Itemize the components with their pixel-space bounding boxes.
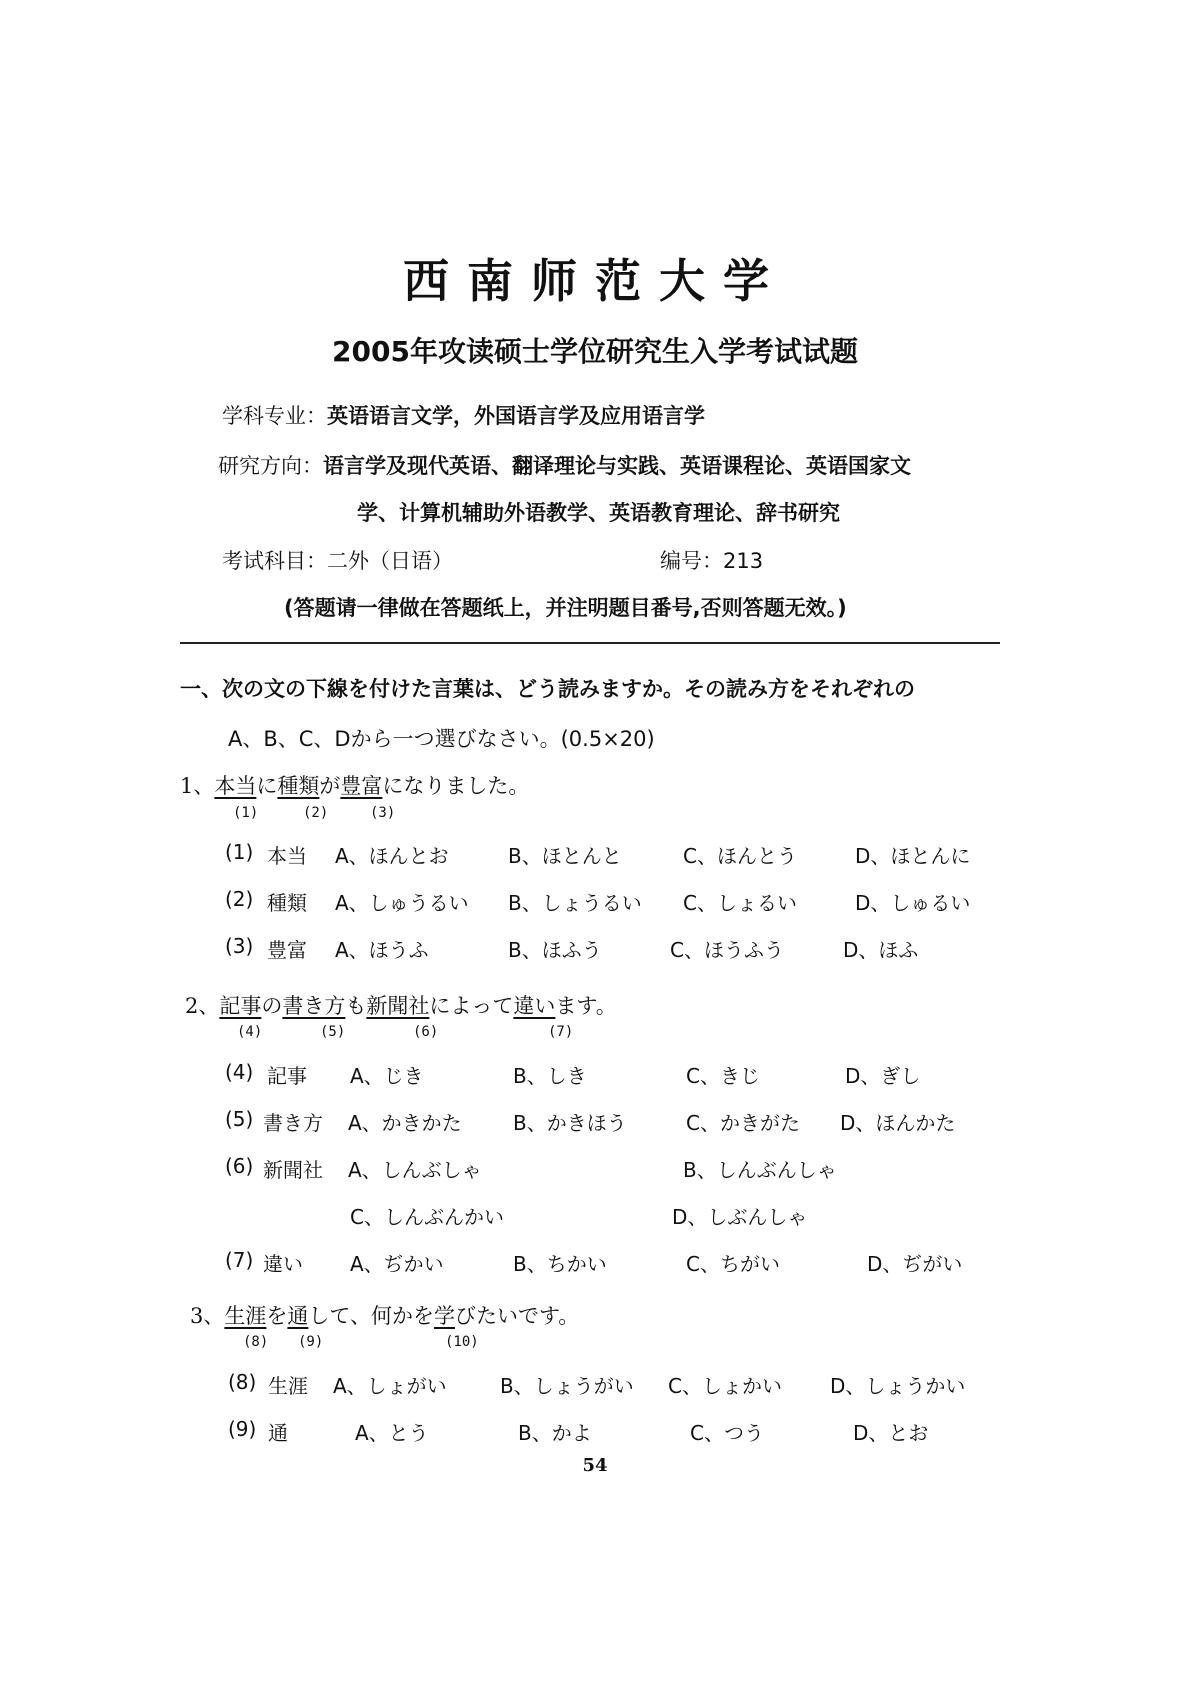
sentence-text: も: [345, 994, 367, 1018]
option-c: C、きじ: [686, 1064, 760, 1088]
sentence-text: によって: [429, 994, 514, 1018]
item-word: 通: [268, 1421, 288, 1445]
blank-marker: (7): [548, 1024, 574, 1040]
header-divider: [180, 642, 1000, 644]
item-word: 生涯: [268, 1374, 308, 1398]
direction-value-1: 语言学及现代英语、翻译理论与实践、英语课程论、英语国家文: [323, 454, 911, 478]
item-word: 豊富: [267, 938, 307, 962]
blank-marker: (4): [237, 1024, 263, 1040]
item-number: (9): [228, 1417, 257, 1441]
exam-title: 2005年攻读硕士学位研究生入学考试试题: [332, 335, 858, 368]
option-a: A、じき: [350, 1064, 424, 1088]
sentence-text: に: [256, 774, 278, 798]
blank-marker: (9): [298, 1334, 324, 1350]
item-number: (6): [225, 1154, 254, 1178]
sentence-text: の: [261, 994, 283, 1018]
option-a: A、かきかた: [348, 1111, 462, 1135]
direction-line-2: 学、计算机辅助外语教学、英语教育理论、辞书研究: [357, 501, 840, 525]
blank-marker: (2): [303, 805, 329, 821]
option-d: D、しぶんしゃ: [672, 1205, 808, 1229]
option-c: C、かきがた: [686, 1111, 800, 1135]
option-a: A、しんぶしゃ: [348, 1158, 482, 1182]
blank-marker: (10): [445, 1334, 479, 1350]
option-c: C、ちがい: [686, 1252, 780, 1276]
blank-marker: (5): [320, 1024, 346, 1040]
option-a: A、しゅうるい: [335, 891, 469, 915]
section1-instruction-1: 一、次の文の下線を付けた言葉は、どう読みますか。その読み方をそれぞれの: [180, 677, 915, 701]
item-word: 新聞社: [263, 1158, 323, 1182]
option-b: B、ほとんと: [508, 844, 622, 868]
direction-label: 研究方向：: [218, 454, 323, 478]
option-b: B、かよ: [518, 1421, 592, 1445]
option-a: A、しょがい: [333, 1374, 447, 1398]
underlined-word: 書き方: [282, 994, 346, 1018]
major-line: [222, 400, 705, 430]
item-number: (2): [225, 887, 254, 911]
sentence-text: びたいです。: [454, 1304, 580, 1328]
code-value: 213: [723, 549, 764, 573]
code-line: [660, 545, 763, 575]
underlined-word: 学: [433, 1304, 455, 1328]
blank-marker: (8): [243, 1334, 269, 1350]
section1-instruction-2: A、B、C、Dから一つ選びなさい。(0.5×20): [228, 727, 655, 751]
item-word: 種類: [267, 891, 307, 915]
code-label: 编号：: [660, 549, 723, 573]
question-3-sentence: [190, 1300, 579, 1330]
question-number: 3、: [190, 1304, 225, 1328]
page-number: 54: [582, 1455, 608, 1476]
item-number: (5): [225, 1107, 254, 1131]
option-b: B、しょうがい: [500, 1374, 634, 1398]
question-1-sentence: [180, 770, 529, 800]
option-d: D、ぢがい: [867, 1252, 963, 1276]
item-number: (7): [225, 1248, 254, 1272]
blank-marker: (3): [370, 805, 396, 821]
subject-value: 二外（日语）: [327, 549, 453, 573]
option-b: B、ほふう: [508, 938, 602, 962]
item-number: (1): [225, 840, 254, 864]
question-number: 1、: [180, 774, 215, 798]
sentence-text: を: [266, 1304, 288, 1328]
item-word: 書き方: [263, 1111, 323, 1135]
item-number: (8): [228, 1370, 257, 1394]
blank-marker: (1): [233, 805, 259, 821]
option-c: C、しょるい: [683, 891, 797, 915]
question-2-sentence: [185, 990, 617, 1020]
underlined-word: 新聞社: [366, 994, 430, 1018]
underlined-word: 記事: [219, 994, 262, 1018]
underlined-word: 本当: [214, 774, 257, 798]
option-b: B、しき: [513, 1064, 587, 1088]
option-a: A、ほうふ: [335, 938, 429, 962]
sentence-text: になりました。: [382, 774, 530, 798]
notice: (答题请一律做在答题纸上，并注明题目番号,否则答题无效。): [284, 596, 847, 620]
option-b: B、かきほう: [513, 1111, 627, 1135]
underlined-word: 通: [287, 1304, 309, 1328]
option-d: D、ぎし: [845, 1064, 921, 1088]
option-c: C、しょかい: [668, 1374, 782, 1398]
university-title: 西南师范大学: [403, 254, 787, 308]
direction-line-1: [218, 450, 911, 480]
sentence-text: が: [319, 774, 341, 798]
blank-marker: (6): [413, 1024, 439, 1040]
question-number: 2、: [185, 994, 220, 1018]
major-value: 英语语言文学，外国语言学及应用语言学: [327, 404, 705, 428]
option-c: C、つう: [690, 1421, 764, 1445]
underlined-word: 違い: [513, 994, 556, 1018]
item-word: 記事: [267, 1064, 307, 1088]
option-d: D、ほふ: [843, 938, 919, 962]
option-a: A、ぢかい: [350, 1252, 444, 1276]
option-c: C、ほうふう: [670, 938, 784, 962]
option-b: B、ちかい: [513, 1252, 607, 1276]
major-label: 学科专业：: [222, 404, 327, 428]
subject-line: [222, 545, 453, 575]
underlined-word: 豊富: [340, 774, 383, 798]
option-a: A、ほんとお: [335, 844, 449, 868]
option-b: B、しょうるい: [508, 891, 642, 915]
sentence-text: ます。: [555, 994, 617, 1018]
item-number: (3): [225, 934, 254, 958]
option-c: C、しんぶんかい: [350, 1205, 504, 1229]
subject-label: 考试科目：: [222, 549, 327, 573]
underlined-word: 種類: [277, 774, 320, 798]
option-c: C、ほんとう: [683, 844, 797, 868]
item-number: (4): [225, 1060, 254, 1084]
option-d: D、ほんかた: [840, 1111, 956, 1135]
option-d: D、しょうかい: [830, 1374, 966, 1398]
item-word: 本当: [267, 844, 307, 868]
option-d: D、しゅるい: [855, 891, 971, 915]
sentence-text: して、何かを: [308, 1304, 434, 1328]
option-d: D、ほとんに: [855, 844, 971, 868]
option-b: B、しんぶんしゃ: [683, 1158, 837, 1182]
option-a: A、とう: [355, 1421, 429, 1445]
underlined-word: 生涯: [224, 1304, 267, 1328]
item-word: 違い: [263, 1252, 303, 1276]
option-d: D、とお: [853, 1421, 929, 1445]
